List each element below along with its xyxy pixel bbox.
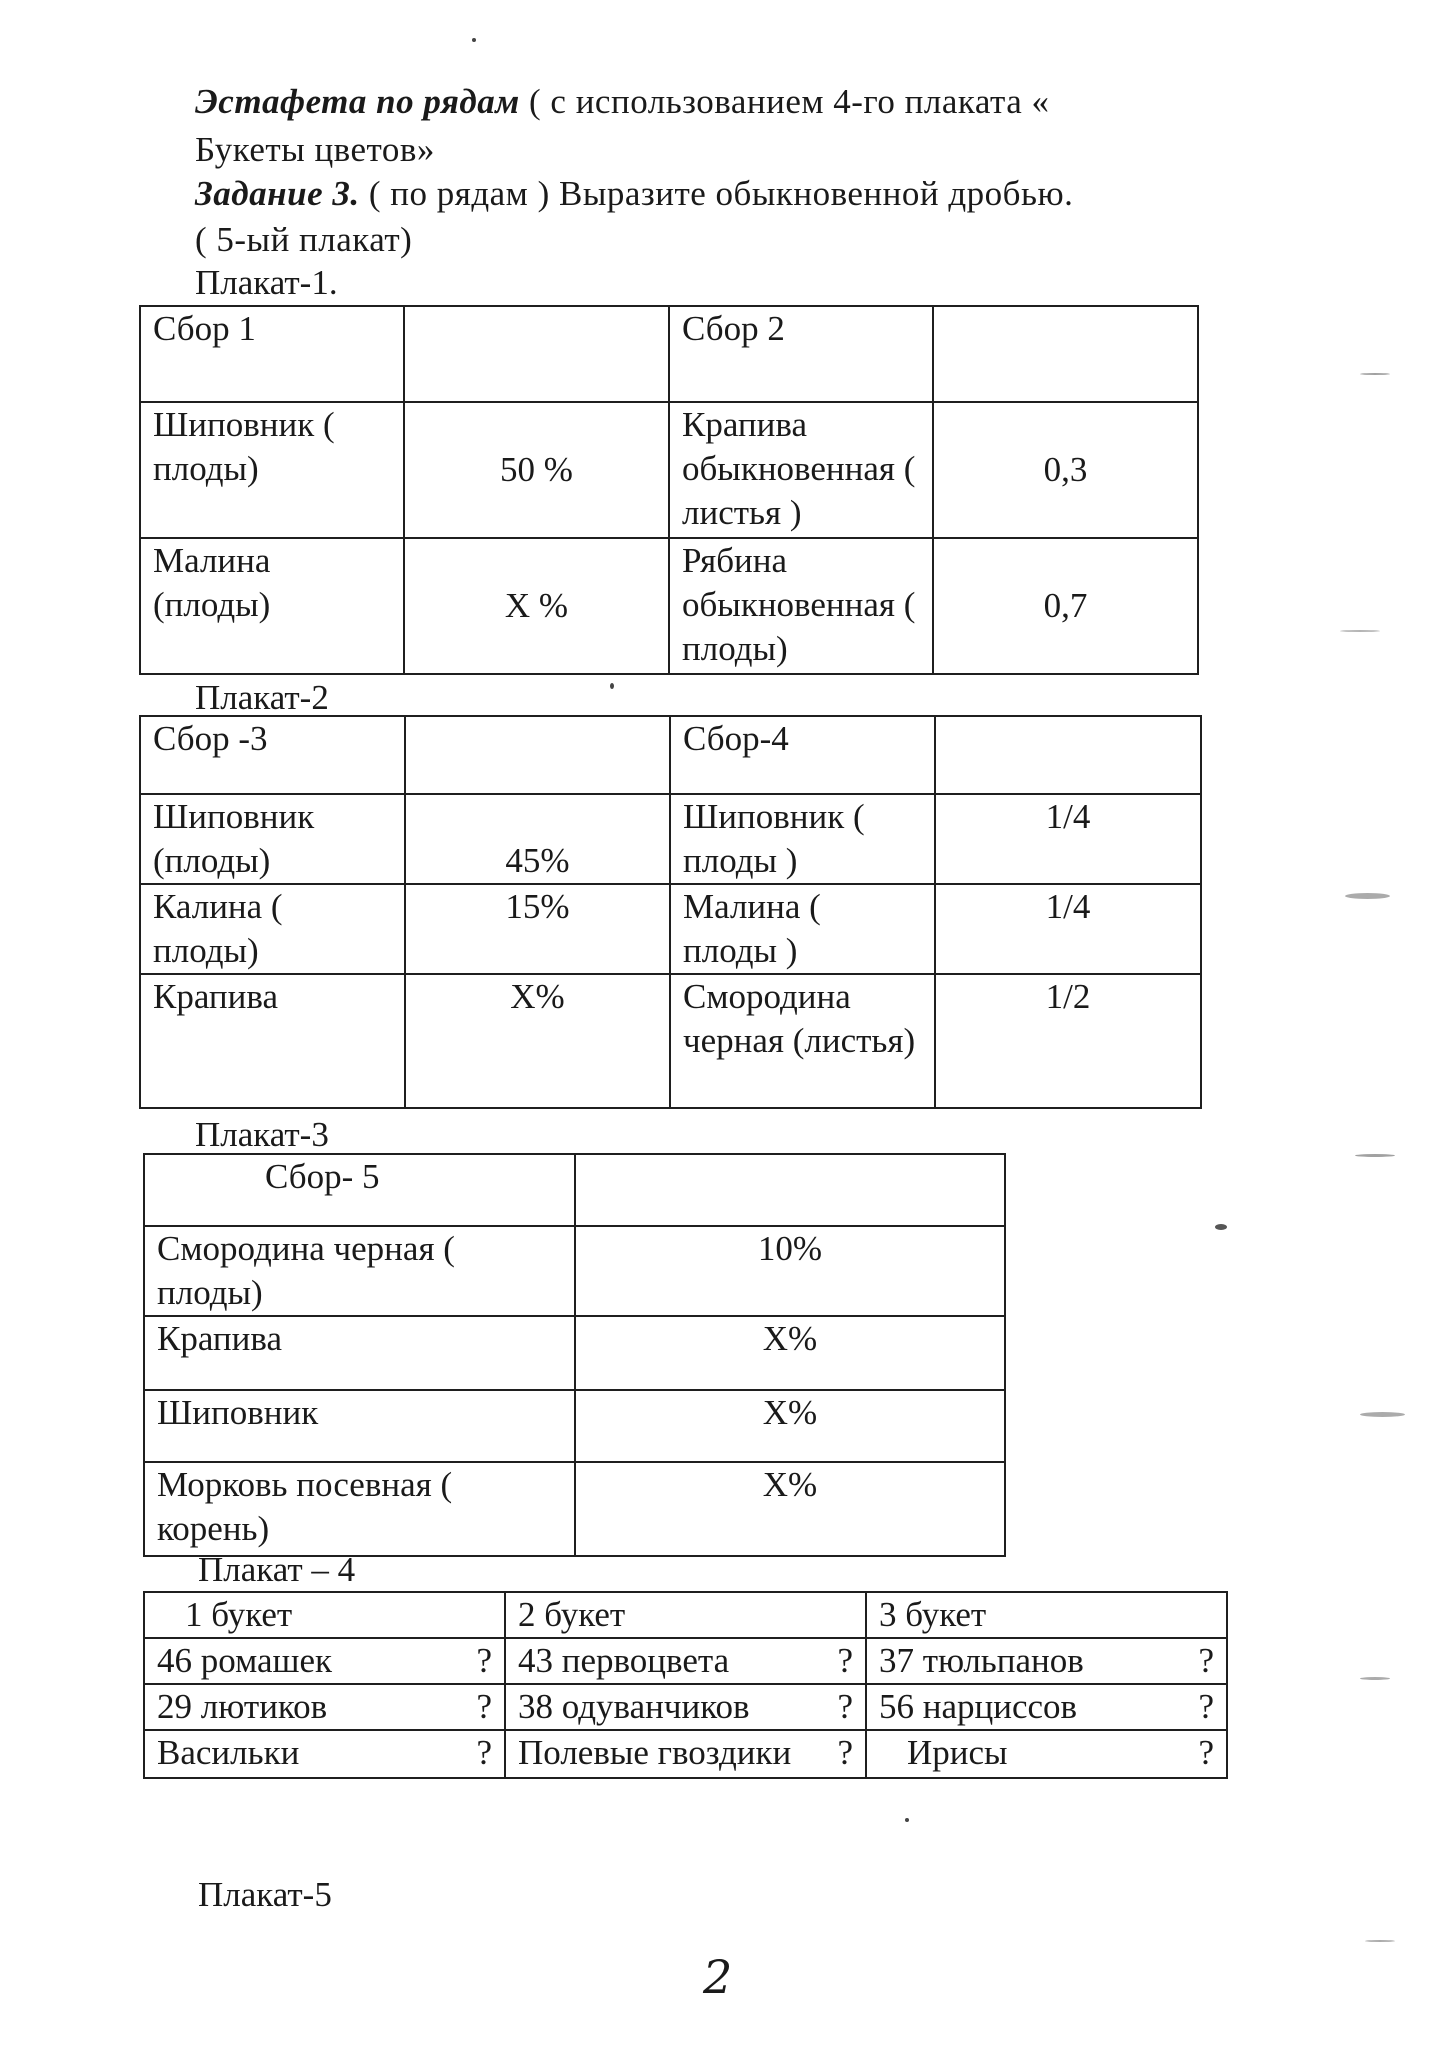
table-cell xyxy=(866,1638,1227,1684)
scan-speck xyxy=(1340,630,1380,632)
question-mark: ? xyxy=(837,1641,853,1680)
flower-name: Васильки xyxy=(157,1733,300,1772)
table-cell: Шиповник (плоды) xyxy=(140,794,405,884)
flower-name: Ирисы xyxy=(907,1733,1008,1772)
table-cell: Крапива xyxy=(140,974,405,1108)
intro-line-1 xyxy=(195,80,1050,124)
table-row xyxy=(144,1390,1005,1462)
table-row xyxy=(144,1226,1005,1316)
table-cell xyxy=(505,1730,866,1778)
table-cell: Рябина обыкновенная ( плоды) xyxy=(669,538,933,674)
flower-name: Полевые гвоздики xyxy=(518,1733,792,1772)
table-cell: Малина (плоды) xyxy=(140,538,404,674)
scan-speck xyxy=(472,38,476,42)
table-cell: Смородина черная ( плоды) xyxy=(144,1226,575,1316)
table-cell: Шиповник xyxy=(144,1390,575,1462)
poster2-caption: Плакат-2 xyxy=(195,678,329,717)
flower-name: 56 нарциссов xyxy=(879,1687,1078,1726)
table-cell: Х% xyxy=(575,1462,1005,1556)
table-cell xyxy=(505,1638,866,1684)
table-cell: 1/2 xyxy=(935,974,1201,1108)
flower-name: 46 ромашек xyxy=(157,1641,333,1680)
table-cell: Крапива обыкновенная ( листья ) xyxy=(669,402,933,538)
question-mark: ? xyxy=(1198,1733,1214,1772)
poster1-table xyxy=(139,305,1199,675)
scan-speck xyxy=(610,683,614,689)
table-cell: Сбор 2 xyxy=(669,306,933,402)
bouquet-header: 3 букет xyxy=(866,1592,1227,1638)
table-row xyxy=(140,794,1201,884)
table-cell: Малина ( плоды ) xyxy=(670,884,935,974)
table-cell xyxy=(404,306,669,402)
table-cell: Шиповник ( плоды ) xyxy=(670,794,935,884)
table-cell: 10% xyxy=(575,1226,1005,1316)
table-cell: Шиповник ( плоды) xyxy=(140,402,404,538)
table-cell xyxy=(405,716,670,794)
question-mark: ? xyxy=(1198,1687,1214,1726)
bouquet-header: 2 букет xyxy=(505,1592,866,1638)
scan-speck xyxy=(1360,373,1390,375)
bouquet-header: 1 букет xyxy=(144,1592,505,1638)
table-row xyxy=(140,306,1198,402)
poster3-table xyxy=(143,1153,1006,1557)
table-cell: Сбор 1 xyxy=(140,306,404,402)
table-cell xyxy=(144,1684,505,1730)
table-cell xyxy=(144,1638,505,1684)
table-cell: Крапива xyxy=(144,1316,575,1390)
table-row xyxy=(144,1684,1227,1730)
table-cell xyxy=(935,716,1201,794)
table-cell: Сбор-4 xyxy=(670,716,935,794)
intro-line-4: ( 5-ый плакат) xyxy=(195,220,413,259)
task-title: Задание 3. xyxy=(195,174,360,213)
relay-title: Эстафета по рядам xyxy=(195,82,520,121)
table-cell xyxy=(144,1730,505,1778)
flower-name: 38 одуванчиков xyxy=(518,1687,750,1726)
table-cell: Смородина черная (листья) xyxy=(670,974,935,1108)
question-mark: ? xyxy=(1198,1641,1214,1680)
scan-speck xyxy=(1355,1154,1395,1157)
flower-name: 43 первоцвета xyxy=(518,1641,730,1680)
table-cell xyxy=(933,306,1198,402)
question-mark: ? xyxy=(837,1687,853,1726)
table-cell xyxy=(505,1684,866,1730)
table-row xyxy=(140,538,1198,674)
question-mark: ? xyxy=(837,1733,853,1772)
table-cell xyxy=(866,1730,1227,1778)
table-cell: 0,3 xyxy=(933,402,1198,538)
question-mark: ? xyxy=(476,1641,492,1680)
poster5-caption: Плакат-5 xyxy=(198,1875,332,1914)
table-cell: 1/4 xyxy=(935,794,1201,884)
table-cell xyxy=(575,1154,1005,1226)
table-cell: 15% xyxy=(405,884,670,974)
relay-rest: ( с использованием 4-го плаката « xyxy=(519,82,1050,121)
table-cell: Х % xyxy=(404,538,669,674)
table-row xyxy=(144,1592,1227,1638)
table-row xyxy=(144,1154,1005,1226)
scan-speck xyxy=(905,1818,909,1822)
table-row xyxy=(140,884,1201,974)
poster2-table xyxy=(139,715,1202,1109)
poster4-caption: Плакат – 4 xyxy=(198,1550,356,1589)
table-cell: Х% xyxy=(575,1390,1005,1462)
question-mark: ? xyxy=(476,1733,492,1772)
table-row xyxy=(144,1462,1005,1556)
table-row xyxy=(140,974,1201,1108)
table-cell: Х% xyxy=(405,974,670,1108)
table-cell: 45% xyxy=(405,794,670,884)
poster4-table xyxy=(143,1591,1228,1779)
table-row xyxy=(144,1638,1227,1684)
table-row xyxy=(144,1730,1227,1778)
table-cell: Морковь посевная ( корень) xyxy=(144,1462,575,1556)
table-cell: 0,7 xyxy=(933,538,1198,674)
poster1-caption: Плакат-1. xyxy=(195,263,338,302)
table-cell xyxy=(866,1684,1227,1730)
table-cell: Сбор -3 xyxy=(140,716,405,794)
handwritten-page-number: 2 xyxy=(703,1950,733,2004)
task-rest: ( по рядам ) Выразите обыкновенной дробью. xyxy=(359,174,1074,213)
scan-speck xyxy=(1365,1940,1395,1942)
intro-line-3 xyxy=(195,172,1073,216)
poster3-caption: Плакат-3 xyxy=(195,1115,329,1154)
scan-speck xyxy=(1360,1412,1405,1417)
table-cell: Х% xyxy=(575,1316,1005,1390)
table-row xyxy=(140,716,1201,794)
table-row xyxy=(140,402,1198,538)
table-cell: Калина ( плоды) xyxy=(140,884,405,974)
question-mark: ? xyxy=(476,1687,492,1726)
table-cell: 50 % xyxy=(404,402,669,538)
scan-speck xyxy=(1215,1224,1227,1230)
flower-name: 29 лютиков xyxy=(157,1687,328,1726)
table-cell: 1/4 xyxy=(935,884,1201,974)
scan-speck xyxy=(1360,1677,1390,1680)
table-cell: Сбор- 5 xyxy=(144,1154,575,1226)
scan-speck xyxy=(1345,893,1390,899)
flower-name: 37 тюльпанов xyxy=(879,1641,1084,1680)
table-row xyxy=(144,1316,1005,1390)
intro-line-2: Букеты цветов» xyxy=(195,130,435,169)
